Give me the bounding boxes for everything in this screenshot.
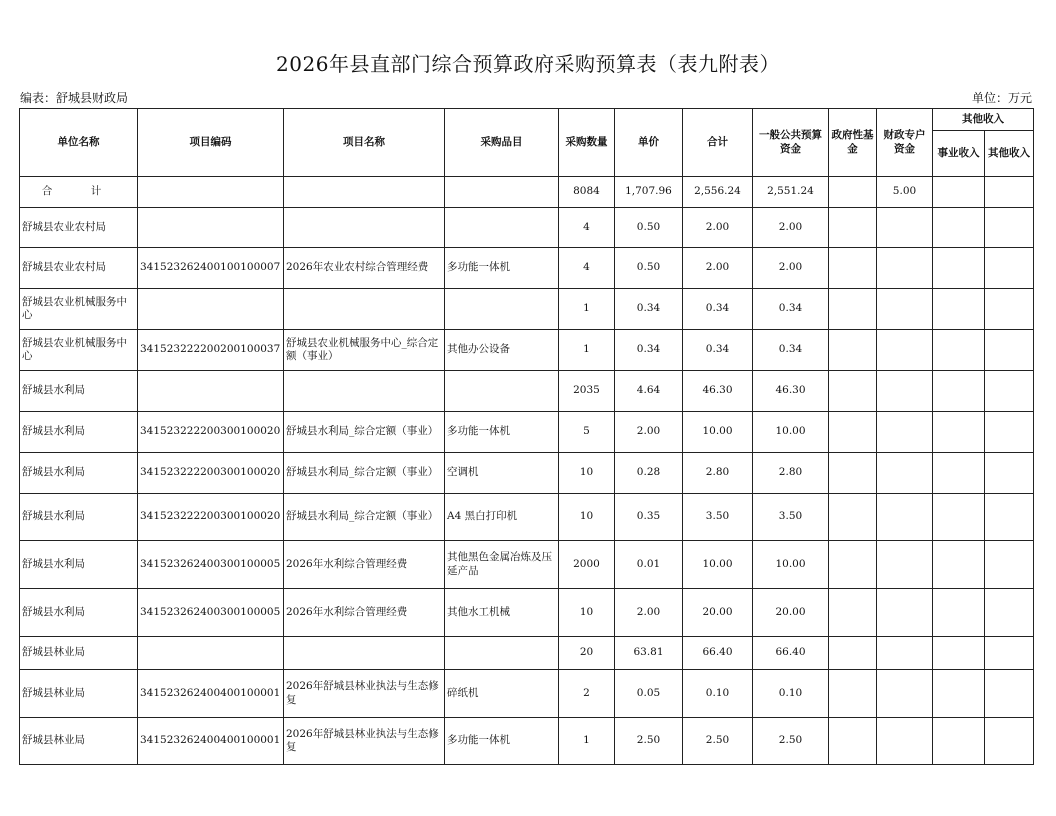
cell-item <box>445 289 559 330</box>
cell-total: 2.50 <box>683 718 753 765</box>
cell-empty <box>445 177 559 208</box>
cell-unit: 舒城县农业机械服务中心 <box>20 289 138 330</box>
cell-project-name: 舒城县水利局_综合定额（事业） <box>284 453 445 494</box>
cell-other <box>985 208 1034 248</box>
cell-code: 341523262400300100005 <box>138 541 284 589</box>
cell-quantity: 1 <box>559 330 615 371</box>
table-row <box>20 330 1034 371</box>
cell-unit: 舒城县水利局 <box>20 541 138 589</box>
cell-project-name: 舒城县农业机械服务中心_综合定额（事业） <box>284 330 445 371</box>
cell-total: 20.00 <box>683 589 753 637</box>
cell-other <box>985 289 1034 330</box>
cell-project-name: 2026年水利综合管理经费 <box>284 541 445 589</box>
cell-price: 0.34 <box>615 289 683 330</box>
cell-general: 20.00 <box>753 589 829 637</box>
cell-general: 3.50 <box>753 494 829 541</box>
cell-other <box>985 637 1034 670</box>
cell-item: 空调机 <box>445 453 559 494</box>
cell-career <box>933 371 985 412</box>
cell-general: 10.00 <box>753 412 829 453</box>
cell-gov-fund <box>829 589 877 637</box>
header-unit-name: 单位名称 <box>20 109 138 177</box>
cell-price: 0.35 <box>615 494 683 541</box>
cell-project-name: 2026年农业农村综合管理经费 <box>284 248 445 289</box>
cell-project-name: 2026年舒城县林业执法与生态修复 <box>284 718 445 765</box>
cell-item: 多功能一体机 <box>445 248 559 289</box>
header-project-name: 项目名称 <box>284 109 445 177</box>
cell-code <box>138 289 284 330</box>
total-career <box>933 177 985 208</box>
cell-gov-fund <box>829 330 877 371</box>
cell-special <box>877 371 933 412</box>
total-price: 1,707.96 <box>615 177 683 208</box>
cell-gov-fund <box>829 289 877 330</box>
cell-price: 2.00 <box>615 589 683 637</box>
cell-item: 多功能一体机 <box>445 412 559 453</box>
cell-project-name <box>284 208 445 248</box>
cell-general: 0.10 <box>753 670 829 718</box>
cell-unit: 舒城县林业局 <box>20 670 138 718</box>
cell-career <box>933 589 985 637</box>
cell-quantity: 10 <box>559 589 615 637</box>
header-project-code: 项目编码 <box>138 109 284 177</box>
cell-career <box>933 453 985 494</box>
cell-code <box>138 208 284 248</box>
cell-gov-fund <box>829 412 877 453</box>
cell-general: 66.40 <box>753 637 829 670</box>
cell-gov-fund <box>829 718 877 765</box>
table-row <box>20 637 1034 670</box>
table-row <box>20 371 1034 412</box>
table-row <box>20 670 1034 718</box>
cell-quantity: 4 <box>559 248 615 289</box>
cell-item: 多功能一体机 <box>445 718 559 765</box>
cell-item <box>445 371 559 412</box>
cell-quantity: 10 <box>559 453 615 494</box>
cell-empty <box>284 177 445 208</box>
cell-other <box>985 248 1034 289</box>
header-other: 其他收入 <box>985 131 1034 177</box>
cell-price: 0.05 <box>615 670 683 718</box>
unit-label: 单位：万元 <box>971 91 1032 105</box>
total-general: 2,551.24 <box>753 177 829 208</box>
header-special-fund: 财政专户资金 <box>877 109 933 177</box>
cell-general: 0.34 <box>753 289 829 330</box>
cell-career <box>933 208 985 248</box>
cell-unit: 舒城县水利局 <box>20 412 138 453</box>
cell-total: 2.00 <box>683 208 753 248</box>
header-career-income: 事业收入 <box>933 131 985 177</box>
table-row <box>20 248 1034 289</box>
header-quantity: 采购数量 <box>559 109 615 177</box>
cell-other <box>985 589 1034 637</box>
cell-special <box>877 637 933 670</box>
header-total: 合计 <box>683 109 753 177</box>
cell-item <box>445 637 559 670</box>
cell-code: 341523262400300100005 <box>138 589 284 637</box>
cell-item: 碎纸机 <box>445 670 559 718</box>
cell-gov-fund <box>829 371 877 412</box>
cell-career <box>933 670 985 718</box>
table-row <box>20 494 1034 541</box>
total-total: 2,556.24 <box>683 177 753 208</box>
cell-quantity: 10 <box>559 494 615 541</box>
cell-code: 341523222200300100020 <box>138 494 284 541</box>
header-other-income-group: 其他收入 <box>933 109 1034 131</box>
cell-quantity: 4 <box>559 208 615 248</box>
cell-total: 2.00 <box>683 248 753 289</box>
cell-quantity: 20 <box>559 637 615 670</box>
cell-code: 341523262400100100007 <box>138 248 284 289</box>
cell-special <box>877 330 933 371</box>
cell-career <box>933 289 985 330</box>
cell-total: 0.34 <box>683 289 753 330</box>
cell-special <box>877 589 933 637</box>
cell-unit: 舒城县水利局 <box>20 589 138 637</box>
cell-empty <box>138 177 284 208</box>
cell-special <box>877 718 933 765</box>
cell-special <box>877 541 933 589</box>
cell-price: 63.81 <box>615 637 683 670</box>
total-label: 合 计 <box>20 177 138 208</box>
cell-special <box>877 208 933 248</box>
cell-unit: 舒城县水利局 <box>20 453 138 494</box>
cell-code <box>138 371 284 412</box>
cell-total: 66.40 <box>683 637 753 670</box>
header-gov-fund: 政府性基金 <box>829 109 877 177</box>
cell-total: 10.00 <box>683 412 753 453</box>
total-gov-fund <box>829 177 877 208</box>
cell-quantity: 1 <box>559 718 615 765</box>
cell-price: 0.28 <box>615 453 683 494</box>
cell-quantity: 1 <box>559 289 615 330</box>
cell-quantity: 2035 <box>559 371 615 412</box>
table-row <box>20 208 1034 248</box>
cell-gov-fund <box>829 494 877 541</box>
cell-project-name <box>284 289 445 330</box>
total-quantity: 8084 <box>559 177 615 208</box>
cell-item: 其他水工机械 <box>445 589 559 637</box>
cell-career <box>933 412 985 453</box>
cell-other <box>985 453 1034 494</box>
table-row <box>20 541 1034 589</box>
cell-other <box>985 330 1034 371</box>
cell-unit: 舒城县林业局 <box>20 718 138 765</box>
cell-general: 2.00 <box>753 208 829 248</box>
cell-career <box>933 248 985 289</box>
page-title: 2026年县直部门综合预算政府采购预算表（表九附表） <box>276 52 780 76</box>
cell-career <box>933 494 985 541</box>
cell-item <box>445 208 559 248</box>
cell-other <box>985 412 1034 453</box>
cell-code: 341523262400400100001 <box>138 670 284 718</box>
cell-other <box>985 670 1034 718</box>
cell-unit: 舒城县林业局 <box>20 637 138 670</box>
cell-gov-fund <box>829 248 877 289</box>
cell-other <box>985 371 1034 412</box>
cell-gov-fund <box>829 541 877 589</box>
cell-price: 2.00 <box>615 412 683 453</box>
table-row <box>20 589 1034 637</box>
cell-item: 其他办公设备 <box>445 330 559 371</box>
cell-other <box>985 541 1034 589</box>
cell-project-name: 2026年水利综合管理经费 <box>284 589 445 637</box>
cell-career <box>933 637 985 670</box>
cell-gov-fund <box>829 637 877 670</box>
total-other <box>985 177 1034 208</box>
cell-total: 10.00 <box>683 541 753 589</box>
cell-project-name <box>284 637 445 670</box>
header-general-budget: 一般公共预算资金 <box>753 109 829 177</box>
table-row <box>20 453 1034 494</box>
table-row <box>20 412 1034 453</box>
cell-general: 2.80 <box>753 453 829 494</box>
header-price: 单价 <box>615 109 683 177</box>
cell-price: 0.34 <box>615 330 683 371</box>
cell-total: 3.50 <box>683 494 753 541</box>
cell-unit: 舒城县农业机械服务中心 <box>20 330 138 371</box>
cell-special <box>877 494 933 541</box>
table-row <box>20 289 1034 330</box>
cell-item: A4 黑白打印机 <box>445 494 559 541</box>
cell-quantity: 5 <box>559 412 615 453</box>
cell-price: 0.01 <box>615 541 683 589</box>
cell-unit: 舒城县水利局 <box>20 494 138 541</box>
cell-quantity: 2 <box>559 670 615 718</box>
cell-career <box>933 330 985 371</box>
cell-gov-fund <box>829 670 877 718</box>
cell-total: 0.10 <box>683 670 753 718</box>
cell-special <box>877 248 933 289</box>
table-row <box>20 718 1034 765</box>
cell-special <box>877 670 933 718</box>
total-row <box>20 177 1034 208</box>
cell-other <box>985 494 1034 541</box>
cell-unit: 舒城县农业农村局 <box>20 248 138 289</box>
cell-total: 0.34 <box>683 330 753 371</box>
cell-project-name: 舒城县水利局_综合定额（事业） <box>284 412 445 453</box>
cell-general: 0.34 <box>753 330 829 371</box>
cell-code <box>138 637 284 670</box>
cell-career <box>933 541 985 589</box>
cell-gov-fund <box>829 208 877 248</box>
budget-table <box>19 108 1034 765</box>
cell-project-name: 2026年舒城县林业执法与生态修复 <box>284 670 445 718</box>
cell-code: 341523222200300100020 <box>138 412 284 453</box>
cell-other <box>985 718 1034 765</box>
cell-project-name <box>284 371 445 412</box>
compiler-label: 编表：舒城县财政局 <box>20 91 129 105</box>
cell-special <box>877 289 933 330</box>
cell-special <box>877 453 933 494</box>
cell-general: 10.00 <box>753 541 829 589</box>
cell-gov-fund <box>829 453 877 494</box>
cell-general: 2.00 <box>753 248 829 289</box>
cell-general: 2.50 <box>753 718 829 765</box>
cell-unit: 舒城县水利局 <box>20 371 138 412</box>
header-item: 采购品目 <box>445 109 559 177</box>
cell-quantity: 2000 <box>559 541 615 589</box>
cell-code: 341523262400400100001 <box>138 718 284 765</box>
cell-general: 46.30 <box>753 371 829 412</box>
total-special: 5.00 <box>877 177 933 208</box>
cell-total: 46.30 <box>683 371 753 412</box>
cell-unit: 舒城县农业农村局 <box>20 208 138 248</box>
cell-price: 0.50 <box>615 248 683 289</box>
cell-price: 4.64 <box>615 371 683 412</box>
cell-price: 0.50 <box>615 208 683 248</box>
cell-career <box>933 718 985 765</box>
cell-total: 2.80 <box>683 453 753 494</box>
cell-code: 341523222200300100020 <box>138 453 284 494</box>
cell-project-name: 舒城县水利局_综合定额（事业） <box>284 494 445 541</box>
cell-price: 2.50 <box>615 718 683 765</box>
cell-item: 其他黑色金属冶炼及压延产品 <box>445 541 559 589</box>
cell-special <box>877 412 933 453</box>
cell-code: 341523222200200100037 <box>138 330 284 371</box>
